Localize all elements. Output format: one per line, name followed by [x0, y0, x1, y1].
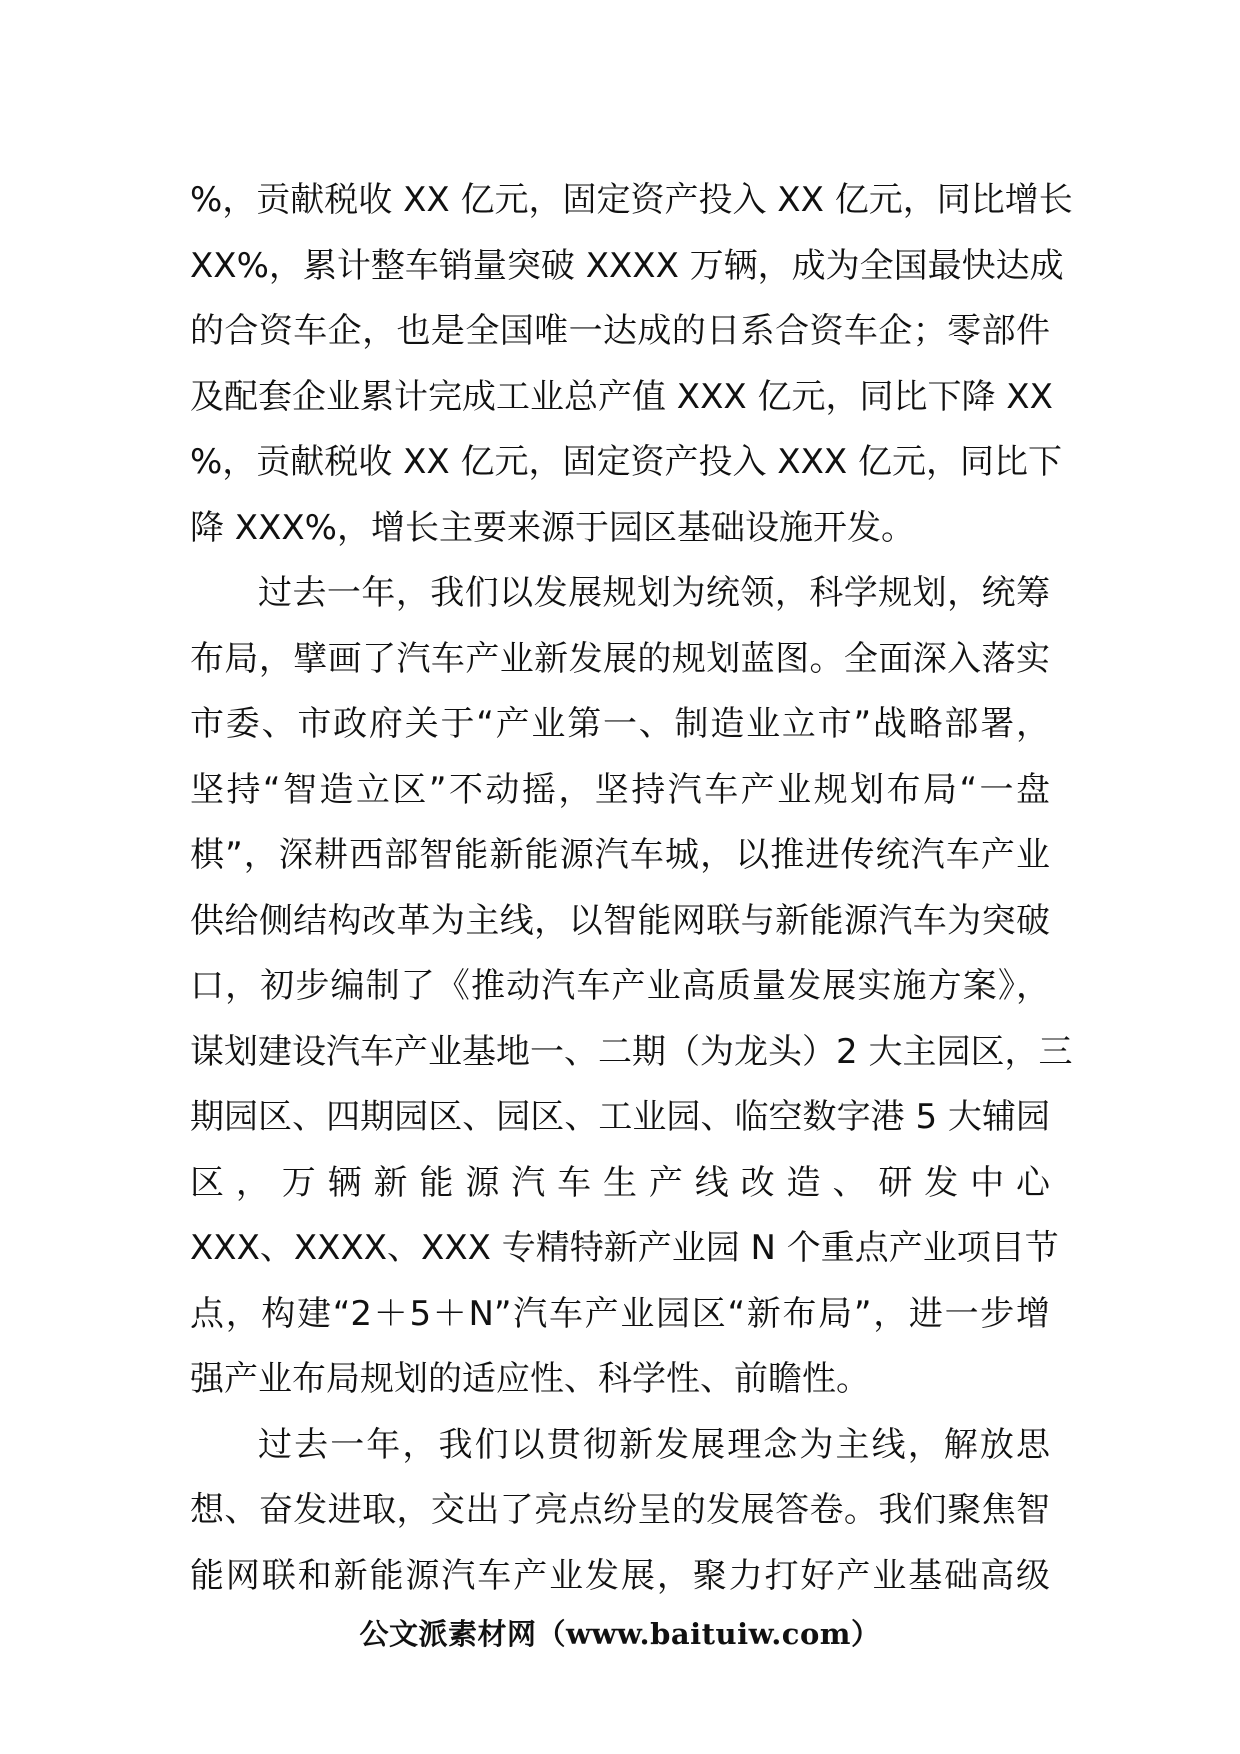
- text-line: 区，万辆新能源汽车生产线改造、研发中心: [190, 1162, 1050, 1203]
- text-line: 市委、市政府关于“产业第一、制造业立市”战略部署，: [190, 704, 1050, 744]
- text-line: 供给侧结构改革为主线，以智能网联与新能源汽车为突破: [190, 900, 1050, 941]
- text-line: 棋”，深耕西部智能新能源汽车城，以推进传统汽车产业: [190, 835, 1050, 875]
- paragraph-first-line: 过去一年，我们以贯彻新发展理念为主线，解放思: [258, 1424, 1050, 1465]
- text-line: 布局，擘画了汽车产业新发展的规划蓝图。全面深入落实: [190, 638, 1050, 679]
- text-line: %，贡献税收 XX 亿元，固定资产投入 XX 亿元，同比增长: [190, 180, 1073, 220]
- text-line: XXX、XXXX、XXX 专精特新产业园 N 个重点产业项目节: [190, 1228, 1059, 1268]
- paragraph-first-line: 过去一年，我们以发展规划为统领，科学规划，统筹: [258, 573, 1050, 613]
- text-line: 想、奋发进取，交出了亮点纷呈的发展答卷。我们聚焦智: [190, 1490, 1050, 1530]
- text-line: 口，初步编制了《推动汽车产业高质量发展实施方案》，: [190, 966, 1050, 1006]
- text-line: 强产业布局规划的适应性、科学性、前瞻性。: [190, 1359, 870, 1399]
- text-line: 点，构建“2＋5＋N”汽车产业园区“新布局”，进一步增: [190, 1293, 1050, 1334]
- text-line: 及配套企业累计完成工业总产值 XXX 亿元，同比下降 XX: [190, 376, 1053, 417]
- text-line: XX%，累计整车销量突破 XXXX 万辆，成为全国最快达成: [190, 245, 1064, 286]
- text-line: 谋划建设汽车产业基地一、二期（为龙头）2 大主园区，三: [190, 1031, 1073, 1072]
- text-line: 坚持“智造立区”不动摇，坚持汽车产业规划布局“一盘: [190, 769, 1050, 810]
- page-footer-watermark: 公文派素材网（www.baituiw.com）: [359, 1617, 881, 1651]
- text-line: 的合资车企，也是全国唯一达成的日系合资车企；零部件: [190, 311, 1050, 351]
- text-line: %，贡献税收 XX 亿元，固定资产投入 XXX 亿元，同比下: [190, 442, 1062, 482]
- document-body: [190, 168, 1073, 1609]
- text-line: 期园区、四期园区、园区、工业园、临空数字港 5 大辅园: [190, 1097, 1050, 1137]
- text-line: 降 XXX%，增长主要来源于园区基础设施开发。: [190, 507, 915, 548]
- text-line: 能网联和新能源汽车产业发展，聚力打好产业基础高级: [190, 1555, 1050, 1596]
